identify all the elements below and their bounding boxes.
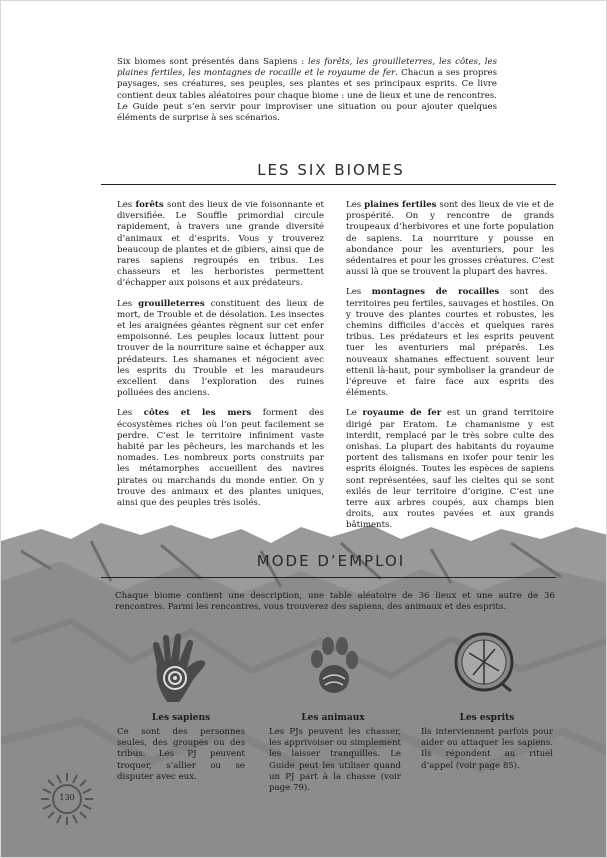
paw-print-icon <box>309 635 359 699</box>
category-label-sapiens: Les sapiens <box>151 713 211 723</box>
divider <box>101 184 556 185</box>
category-label-animaux: Les animaux <box>301 713 365 723</box>
biome-name: royaume de fer <box>362 408 442 419</box>
divider <box>101 577 556 578</box>
biome-royaume: Le royaume de fer est un grand territoire dirigé par Eratom. Le chamanisme y est interdit, remplacé par le très sobre culte des onishas. La plupart des habitants du royaume portent des talismans en ixofer pour tenir les esprits éloignés. Toutes les espèces de sapiens sont représentées, sauf les cieltes qui se sont exilés de leur territoire d’origine. C’est une terre aux arbres coupés, aux champs bien droits, aux routes pavées et aux grands bâtiments. <box>346 408 554 531</box>
hand-spiral-icon <box>149 632 209 704</box>
biome-name: grouilleterres <box>138 298 205 309</box>
biome-montagnes: Les montagnes de rocailles sont des territoires peu fertiles, sauvages et hostiles. On y trouve des plantes courtes et robustes, les chemins difficiles d’accès et quelques rares tribus. Les prédateurs et les esprits peuvent tuer les aventuriers mal préparés. Les nouveaux shamanes effectuent souvent leur ettenii là-haut, pour symboliser la grandeur de l’épreuve et faire face aux esprits des éléments. <box>346 287 555 399</box>
biome-name: côtes et les mers <box>143 408 252 419</box>
category-text-sapiens: Ce sont des personnes seules, des groupes ou des tribus. Les PJ peuvent troquer, s’allier ou se disputer avec eux. <box>117 727 245 782</box>
right-column <box>346 200 554 541</box>
intro-paragraph <box>117 57 497 124</box>
intro-text-1: Six biomes sont présentés dans Sapiens : <box>117 57 309 67</box>
category-text-animaux: Les PJs peuvent les chasser, les apprivoiser ou simplement les laisser tranquilles. Le Guide peut les utiliser quand un PJ part à la chasse (voir page 79). <box>269 727 401 794</box>
biome-cotes: Les côtes et les mers forment des écosystèmes riches où l’on peut facilement se perdre. C’est le territoire infiniment vaste habité par les pêcheurs, les marchands et les nomades. Les nombreux ports construits par les métamorphes accueillent des navires pirates ou marchands du monde entier. On y trouve des animaux et des plantes uniques, ainsi que des peuples très isolés. <box>117 408 324 509</box>
category-text-esprits: Ils interviennent parfois pour aider ou attaquer les sapiens. Ils répondent au rituel d’appel (voir page 85). <box>421 727 553 771</box>
intro-text-2: . Chacun a ses propres paysages, ses créatures, ses peuples, ses plantes et ses principaux esprits. Ce livre contient deux tables aléatoires pour chaque biome : une de lieux et une de rencontres. Le Guide peut s’en servir pour improviser une situation ou pour ajouter quelques éléments de surprise à ses scénarios. <box>117 68 497 124</box>
section-title-mode-emploi: MODE D’EMPLOI <box>256 552 406 570</box>
category-label-esprits: Les esprits <box>459 713 515 723</box>
intro-biome-list: les forêts, les grouilleterres, les côtes, les plaines fertiles, les montagnes de rocaille et le royaume de fer <box>117 57 497 79</box>
biome-grouilleterres: Les grouilleterres constituent des lieux de mort, de Trouble et de désolation. Les insectes et les araignées géantes règnent sur cet enfer empoisonné. Les peuples locaux luttent pour trouver de la nourriture saine et échapper aux prédateurs. Les shamanes et négocient avec les esprits du Trouble et les maraudeurs excellent dans l’exploration des ruines polluées des anciens. <box>117 298 325 399</box>
left-column <box>117 200 324 518</box>
drum-icon <box>453 631 515 693</box>
biome-forets: Les forêts sont des lieux de vie foisonnante et diversifiée. Le Souffle primordial circule rapidement, à travers une grande diversité d’animaux et d’esprits. Vous y trouverez beaucoup de plantes et de gibiers, ainsi que de rares sapiens regroupés en tribus. Les chasseurs et les herboristes permettent d’échapper aux poisons et aux prédateurs. <box>117 200 324 289</box>
section-title-biomes: LES SIX BIOMES <box>257 161 405 179</box>
biome-name: montagnes de rocailles <box>371 287 500 298</box>
biome-name: plaines fertiles <box>364 200 437 210</box>
mode-intro-paragraph: Chaque biome contient une description, une table aléatoire de 36 lieux et une autre de 36 rencontres. Parmi les rencontres, vous trouverez des sapiens, des animaux et des esprits. <box>115 591 555 613</box>
page-number: 130 <box>59 793 75 802</box>
biome-plaines: Les plaines fertiles sont des lieux de vie et de prospérité. On y rencontre de grands troupeaux d’herbivores et une forte population de sapiens. La nourriture y pousse en abondance pour les aventuriers, pour les sédentaires et pour les grosses créatures. C’est aussi là que se trouvent la plupart des havres. <box>346 200 554 278</box>
biome-name: forêts <box>135 200 164 210</box>
